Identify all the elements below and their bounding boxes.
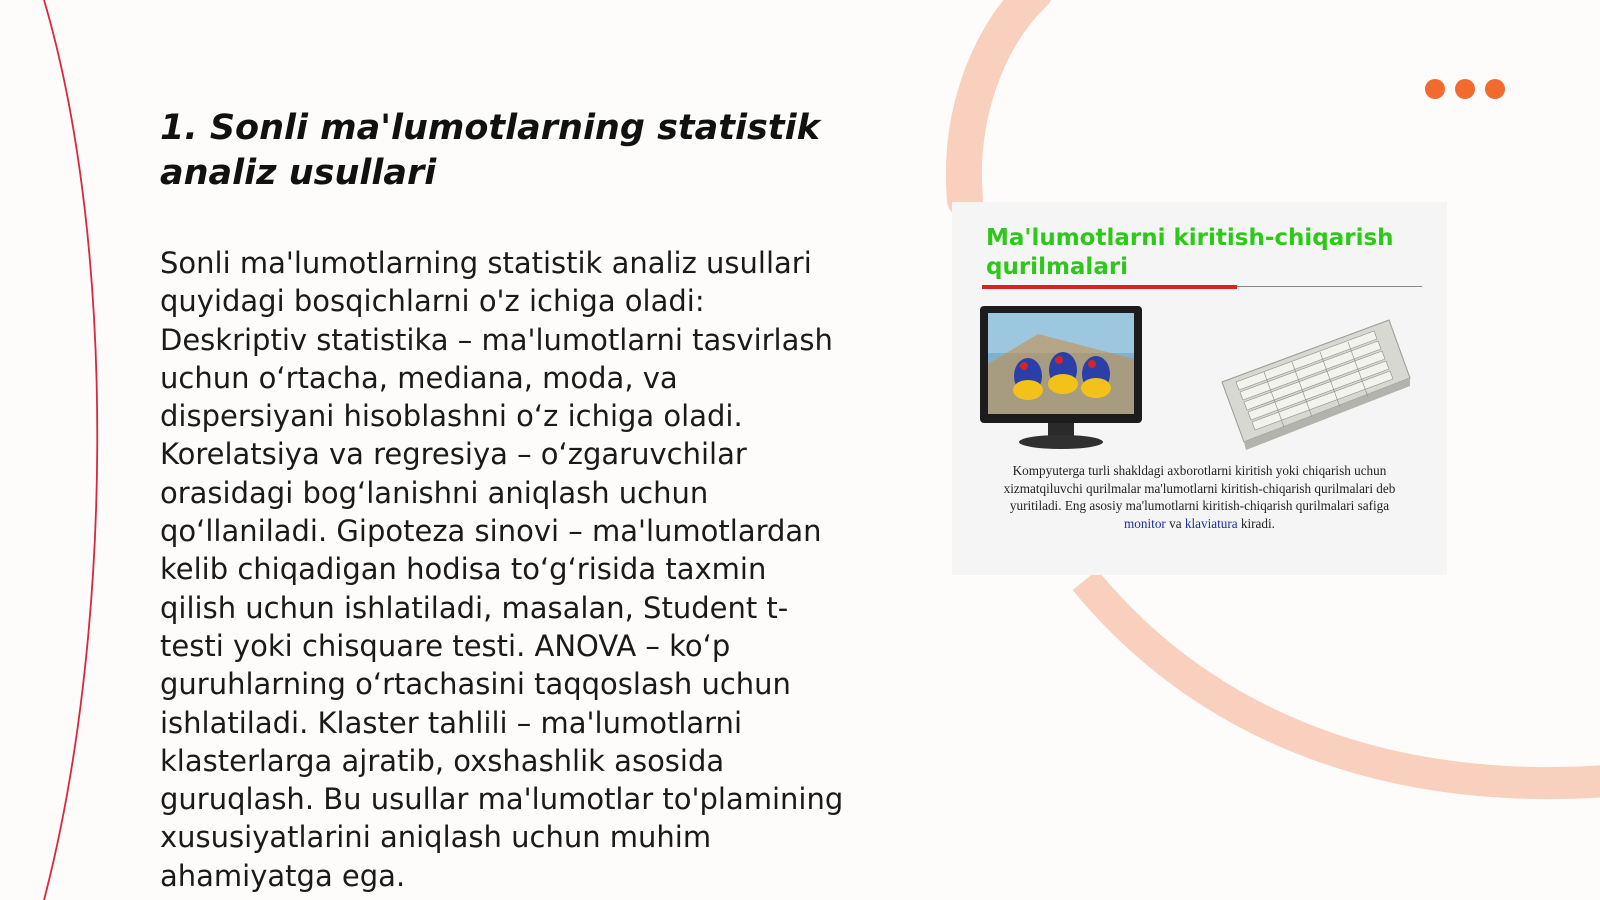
caption-conjunction: va: [1169, 515, 1182, 531]
keyboard-image: [1214, 312, 1414, 456]
caption-link-monitor: monitor: [1124, 515, 1166, 531]
dot-1: [1425, 79, 1445, 99]
decorative-dots: [1425, 79, 1505, 99]
caption-link-keyboard: klaviatura: [1184, 515, 1238, 531]
caption-text: Kompyuterga turli shakldagi axborotlarni kiritish yoki chiqarish uchun xizmatqiluvchi qurilmalar ma'lumotlarni kiritish-chiqarish qurilmalari deb yuritiladi. Eng asosiy ma'lumotlarni kiritish-chiqarish qurilmalari safiga: [1003, 463, 1396, 513]
background-arc: [964, 0, 1035, 200]
dot-2: [1455, 79, 1475, 99]
image-caption: [1002, 462, 1397, 532]
slide-title: 1. Sonli ma'lumotlarning statistik analiz usullari: [160, 108, 820, 193]
heading-underline-grey: [1237, 286, 1422, 287]
image-heading: Ma'lumotlarni kiritish-chiqarish qurilmalari: [986, 225, 1394, 280]
io-devices-image: [952, 202, 1447, 575]
caption-ending: kiradi.: [1240, 515, 1275, 531]
left-accent-curve: [44, 0, 97, 900]
heading-underline-red: [982, 285, 1237, 289]
background-arc-lower: [1085, 580, 1600, 783]
monitor-image: [978, 304, 1148, 458]
slide-body-text: Sonli ma'lumotlarning statistik analiz usullari quyidagi bosqichlarni o'z ichiga oladi: Deskriptiv statistika – ma'lumotlarni tasvirlash uchun o‘rtacha, mediana, moda, va dispersiyani hisoblashni o‘z ichiga oladi. Korelatsiya va regresiya – o‘zgaruvchilar orasidagi bog‘lanishni aniqlash uchun qo‘llaniladi. Gipoteza sinovi – ma'lumotlardan kelib chiqadigan hodisa to‘g‘risida taxmin qilish uchun ishlatiladi, masalan, Student t-testi yoki chisquare testi. ANOVA – ko‘p guruhlarning o‘rtachasini taqqoslash uchun ishlatiladi. Klaster tahlili – ma'lumotlarni klasterlarga ajratib, oxshashlik asosida guruqlash. Bu usullar ma'lumotlar to'plamining xususiyatlarini aniqlash uchun muhim ahamiyatga ega.: [160, 246, 844, 893]
dot-3: [1485, 79, 1505, 99]
